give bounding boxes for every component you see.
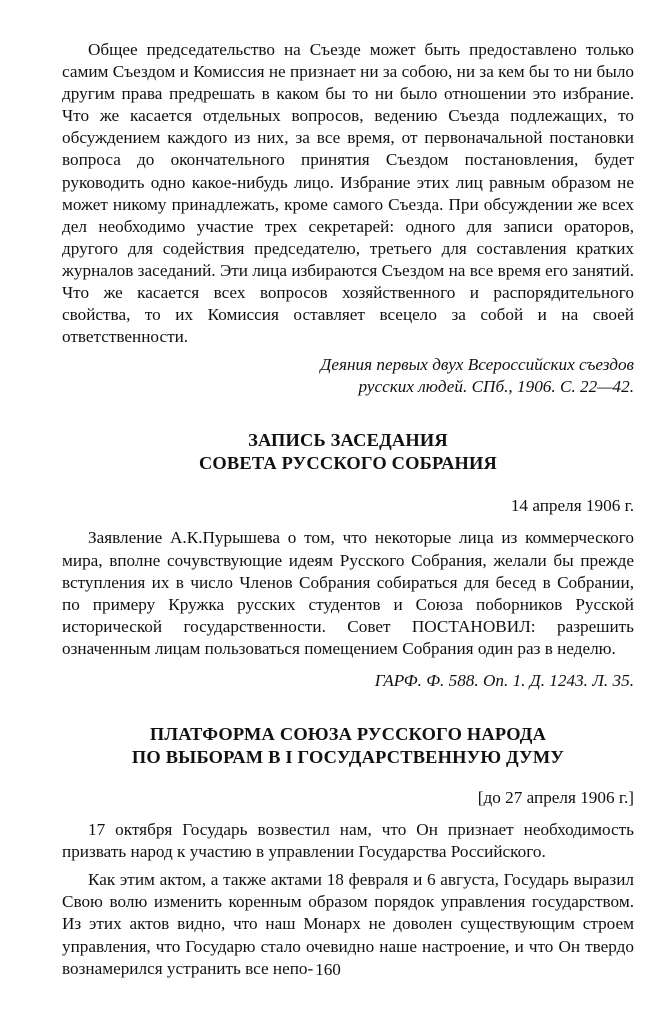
source-citation-line: Деяния первых двух Всероссийских съездов [320,355,634,375]
meeting-date: 14 апреля 1906 г. [510,496,634,516]
heading-line: СОВЕТА РУССКОГО СОБРАНИЯ [198,453,498,474]
section-heading-platform [62,723,634,769]
heading-line: ЗАПИСЬ ЗАСЕДАНИЯ [248,430,448,451]
congress-chairmanship-paragraph: Общее председательство на Съезде может быть предоставлено только самим Съездом и Комиссия не признает ни за собою, ни за кем бы то ни было другим права предрешать в каком бы то ни было отношении это избрание. Что же касается отдельных вопросов, ведению Съезда подлежащих, то обсуждением каждого из них, за все время, от первоначальной постановки вопроса до окончательного принятия Съездом постановления, будет руководить одно какое-нибудь лицо. Избрание этих лиц равным образом не может никому принадлежать, кроме самого Съезда. При обсуждении же всех дел необходимо участие трех секретарей: одного для записи ораторов, другого для содействия председателю, третьего для составления кратких журналов заседаний. Эти лица избираются Съездом на все время его занятий. Что же касается всех вопросов хозяйственного и распорядительного свойства, то их Комиссия оставляет всецело за собой и на своей ответственности. [62,40,634,347]
meeting-record-paragraph: Заявление А.К.Пурышева о том, что некоторые лица из коммерческого мира, вполне сочувствующие идеям Русского Собрания, желали бы прежде вступления их в число Членов Собрания собираться для бесед в Собрании, по примеру Кружка русских студентов и Союза поборников Русской исторической государственности. Совет ПОСТАНОВИЛ: разрешить означенным лицам пользоваться помещением Собрания один раз в неделю. [62,528,634,658]
heading-line: ПЛАТФОРМА СОЮЗА РУССКОГО НАРОДА [149,723,547,744]
platform-paragraph-october: 17 октября Государь возвестил нам, что Он признает необходимость призвать народ к участию в управлении Государства Российского. [62,820,634,862]
source-citation-line: русских людей. СПб., 1906. С. 22—42. [358,377,634,397]
page-number: 160 [315,960,341,979]
platform-date: [до 27 апреля 1906 г.] [477,787,634,807]
source-citation-congress [62,354,634,398]
document-page [62,34,634,980]
platform-paragraph-acts: Как этим актом, а также актами 18 февраля и 6 августа, Государь выразил Свою волю изменить коренным образом порядок управления государством. Из этих актов видно, что наш Монарх не доволен существующим строем управления, что Государю стало очевидно наше настроение, и что Он твердо вознамерился устранить все непо- [62,870,634,978]
section-heading-meeting-record [62,429,634,475]
archive-citation: ГАРФ. Ф. 588. Оп. 1. Д. 1243. Л. 35. [374,670,634,690]
heading-line: ПО ВЫБОРАМ В I ГОСУДАРСТВЕННУЮ ДУМУ [131,746,565,767]
